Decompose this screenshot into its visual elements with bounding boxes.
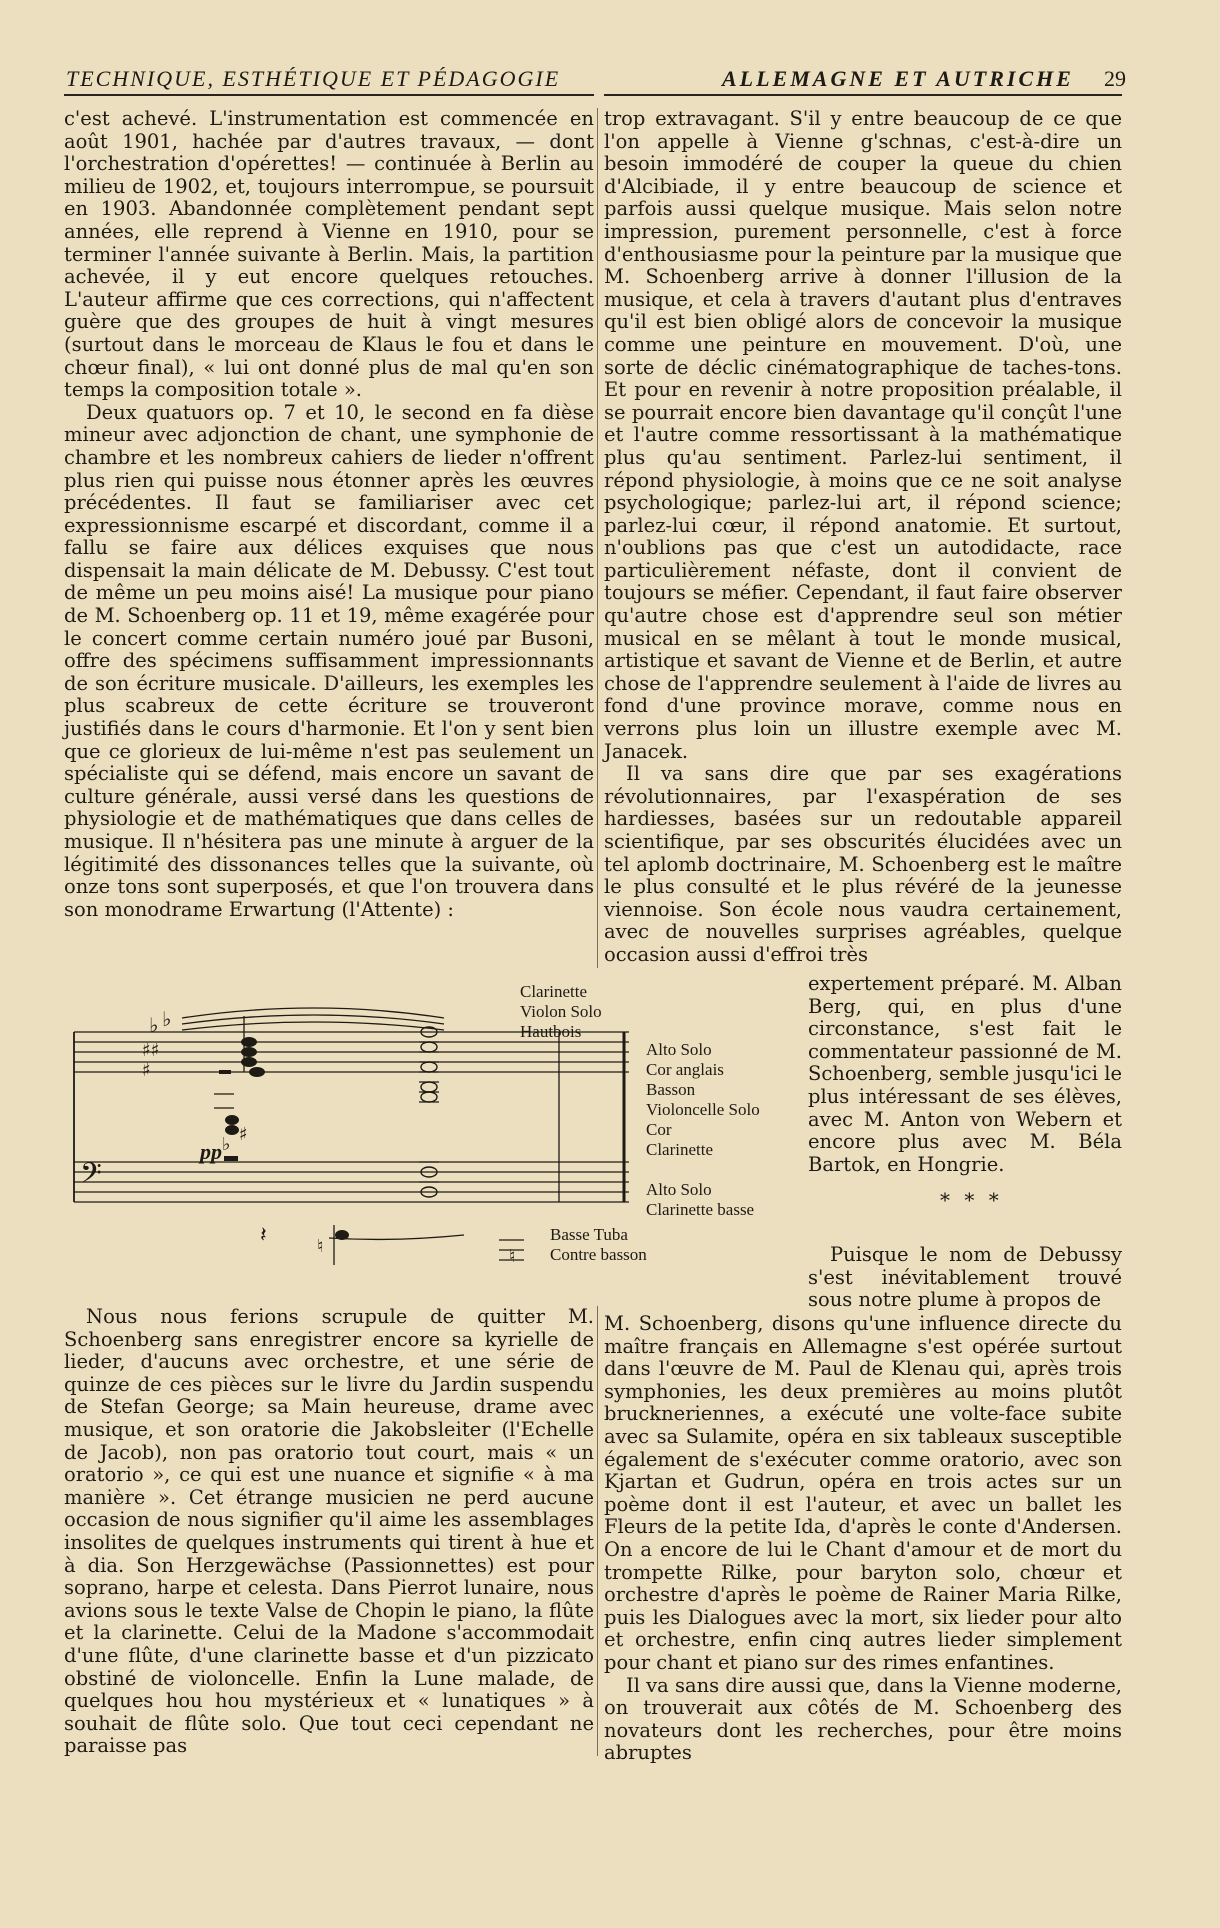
right-column-section-start — [808, 1244, 1122, 1312]
left-column-top — [64, 108, 594, 921]
instrument-label: Clarinette — [520, 982, 588, 1001]
svg-text:𝄢: 𝄢 — [80, 1157, 102, 1197]
instrument-label: Basse Tuba — [550, 1225, 628, 1244]
page-number: 29 — [1104, 66, 1126, 91]
instrument-label: Alto Solo — [646, 1040, 712, 1059]
instrument-label: Violon Solo — [520, 1002, 602, 1021]
score-labels-middle — [646, 1040, 760, 1160]
dynamic-marking: pp — [200, 1139, 222, 1164]
left-column-bottom — [64, 1306, 594, 1758]
right-column-bottom — [604, 1313, 1122, 1765]
instrument-label: Alto Solo — [646, 1180, 712, 1199]
instrument-label: Violoncelle Solo — [646, 1100, 760, 1119]
column-divider — [597, 108, 598, 968]
svg-text:♯♯: ♯♯ — [142, 1040, 160, 1061]
running-header-left: TECHNIQUE, ESTHÉTIQUE ET PÉDAGOGIE — [66, 66, 561, 91]
instrument-label: Clarinette — [646, 1140, 714, 1159]
instrument-label: Contre basson — [550, 1245, 647, 1264]
svg-text:♮: ♮ — [317, 1236, 324, 1257]
instrument-label: Hautbois — [520, 1022, 582, 1041]
right-column-beside-score — [808, 973, 1122, 1176]
instrument-label: Cor anglais — [646, 1060, 724, 1079]
right-column-top — [604, 108, 1122, 967]
paragraph: Il va sans dire que par ses exagérations révolutionnaires, par l'exaspération de ses hardiesses, basées sur un redoutable appareil scientifique, par ses obscurités élucidées avec un tel aplomb doctrinaire, M. Schoenberg est le maître le plus consulté et le plus révéré de la jeunesse viennoise. Son école nous vaudra certainement, avec de nouvelles surprises agréables, quelque occasion aussi d'effroi très — [604, 762, 1122, 966]
paragraph: Puisque le nom de Debussy s'est inévitablement trouvé sous notre plume à propos de — [808, 1243, 1122, 1312]
paragraph: M. Schoenberg, disons qu'une influence directe du maître français en Allemagne s'est opérée surtout dans l'œuvre de M. Paul de Klenau qui, après trois symphonies, les deux premières au moins plutôt bruckneriennes, a exécuté une volte-face subite avec sa Sulamite, opéra en six tableaux susceptible également de s'exécuter comme oratorio, avec son Kjartan et Gudrun, opéra en trois actes sur un poème dont il est l'auteur, et avec un ballet les Fleurs de la petite Ida, d'après le conte d'Andersen. On a encore de lui le Chant d'amour et de mort du trompette Rilke, pour baryton solo, chœur et orchestre d'après le poème de Rainer Maria Rilke, puis les Dialogues avec la mort, six lieder pour alto et orchestre, enfin cinq autres lieder simplement pour chant et piano sur des rimes enfantines. — [604, 1312, 1122, 1674]
header-rule-right — [604, 94, 1122, 96]
paragraph: expertement préparé. M. Alban Berg, qui, en plus d'une circonstance, s'est fait le commentateur passionné de M. Schoenberg, semble jusqu'ici le plus intéressant de ses élèves, avec M. Anton von Webern et encore plus avec M. Béla Bartok, en Hongrie. — [808, 972, 1122, 1176]
instrument-label: Basson — [646, 1080, 696, 1099]
instrument-label: Clarinette basse — [646, 1200, 755, 1219]
svg-text:♯: ♯ — [142, 1060, 151, 1081]
paragraph: Il va sans dire aussi que, dans la Vienne moderne, on trouverait aux côtés de M. Schoenberg des novateurs dont les recherches, pour être moins abruptes — [604, 1673, 1122, 1765]
paragraph: Nous nous ferions scrupule de quitter M. Schoenberg sans enregistrer encore sa kyrielle de lieder, d'aucuns avec orchestre, et une série de quinze de ces pièces sur le livre du Jardin suspendu de Stefan George; sa Main heureuse, drame avec musique, et son oratorie die Jakobsleiter (l'Echelle de Jacob), non pas oratorio tout court, mais « un oratorio », ce qui est une nuance et signifie « à ma manière ». Cet étrange musicien ne perd aucune occasion de nous signifier qu'il aime les assemblages insolites de quelques instruments qui tirent à hue et à dia. Son Herzgewächse (Passionnettes) est pour soprano, harpe et celesta. Dans Pierrot lunaire, nous avions sous le texte Valse de Chopin le piano, la flûte et la clarinette. Celui de la Madone s'accommodait d'une flûte, d'une clarinette basse et d'un pizzicato obstiné de violoncelle. Enfin la Lune malade, de quelques hou hou mystérieux et « lunatiques » à souhait de flûte solo. Que tout ceci cependant ne paraisse pas — [64, 1305, 594, 1758]
paragraph: Deux quatuors op. 7 et 10, le second en fa dièse mineur avec adjonction de chant, une symphonie de chambre et les nombreux cahiers de lieder n'offrent plus rien qui puisse nous étonner après les œuvres précédentes. Il faut se familiariser avec cet expressionnisme escarpé et discordant, comme il a fallu se faire aux délices exquises que nous dispensait la main délicate de M. Debussy. C'est tout de même un peu moins aisé! La musique pour piano de M. Schoenberg op. 11 et 19, même exagérée pour le concert comme certain numéro joué par Busoni, offre des spécimens suffisamment impressionnants de son écriture musicale. D'ailleurs, les exemples les plus scabreux de cette écriture se trouveront justifiés dans le cours d'harmonie. Et l'on y sent bien que ce glorieux de lui-même n'est pas seulement un spécialiste qui se défend, mais encore un savant de culture générale, aussi versé dans les questions de physiologie et de mathématiques que dans celles de musique. Il n'hésitera pas une minute à arguer de la légitimité des dissonances telles que la suivante, où onze tons sont superposés, et que l'on trouvera dans son monodrame Erwartung (l'Attente) : — [64, 400, 594, 921]
svg-text:♯: ♯ — [239, 1124, 248, 1145]
svg-text:♭: ♭ — [222, 1134, 231, 1155]
svg-text:♭: ♭ — [149, 1013, 159, 1037]
score-labels-bass — [550, 1225, 647, 1265]
svg-text:♮: ♮ — [509, 1246, 516, 1267]
column-divider-lower — [597, 1306, 598, 1756]
score-labels-upper — [520, 982, 602, 1042]
header-rule-left — [64, 94, 594, 96]
svg-text:♭: ♭ — [162, 1007, 172, 1031]
score-labels-lower — [646, 1180, 754, 1220]
running-header-right: ALLEMAGNE ET AUTRICHE — [722, 66, 1074, 91]
paragraph: trop extravagant. S'il y entre beaucoup de ce que l'on appelle à Vienne g'schnas, c'est-à-dire un besoin immodéré de couper la queue du chien d'Alcibiade, il y entre beaucoup de science et parfois aussi quelque musique. Mais selon notre impression, purement personnelle, c'est à force d'enthousiasme pour la peinture par la musique que M. Schoenberg arrive à donner l'illusion de la musique, et cela à travers d'autant plus d'entraves qu'il est bien obligé alors de concevoir la musique comme une peinture en mouvement. D'où, une sorte de déclic cinématographique de taches-tons. Et pour en revenir à notre proposition préalable, il se pourrait encore bien davantage qu'il conçût l'une et l'autre comme ressortissant à la mathématique plus qu'au sentiment. Parlez-lui sentiment, il répond physiologie, à moins que ce ne soit analyse psychologique; parlez-lui art, il répond science; parlez-lui cœur, il répond anatomie. Et surtout, n'oublions pas que c'est un autodidacte, race particulièrement néfaste, dont il convient de toujours se méfier. Cependant, il faut faire observer qu'autre chose est d'apprendre seul son métier musical en se mêlant à tout le monde musical, artistique et savant de Vienne et de Berlin, et autre chose de l'apprendre seulement à l'aide de livres au fond d'une province morave, comme nous en verrons plus loin un illustre exemple avec M. Janacek. — [604, 107, 1122, 763]
svg-text:𝄽: 𝄽 — [260, 1223, 267, 1248]
instrument-label: Cor — [646, 1120, 672, 1139]
paragraph: c'est achevé. L'instrumentation est commencée en août 1901, hachée par d'autres travaux, — dont l'orchestration d'opérettes! — continuée à Berlin au milieu de 1902, et, toujours interrompue, se poursuit en 1903. Abandonnée complètement pendant sept années, elle reprend à Vienne en 1910, pour se terminer l'année suivante à Berlin. Mais, la partition achevée, il y eut encore quelques retouches. L'auteur affirme que ces corrections, qui n'affectent guère que des groupes de huit à vingt mesures (surtout dans le morceau de Klaus le fou et dans le chœur final), « lui ont donné plus de mal qu'en son temps la composition totale ». — [64, 107, 594, 402]
section-separator: * * * — [940, 1188, 1003, 1212]
